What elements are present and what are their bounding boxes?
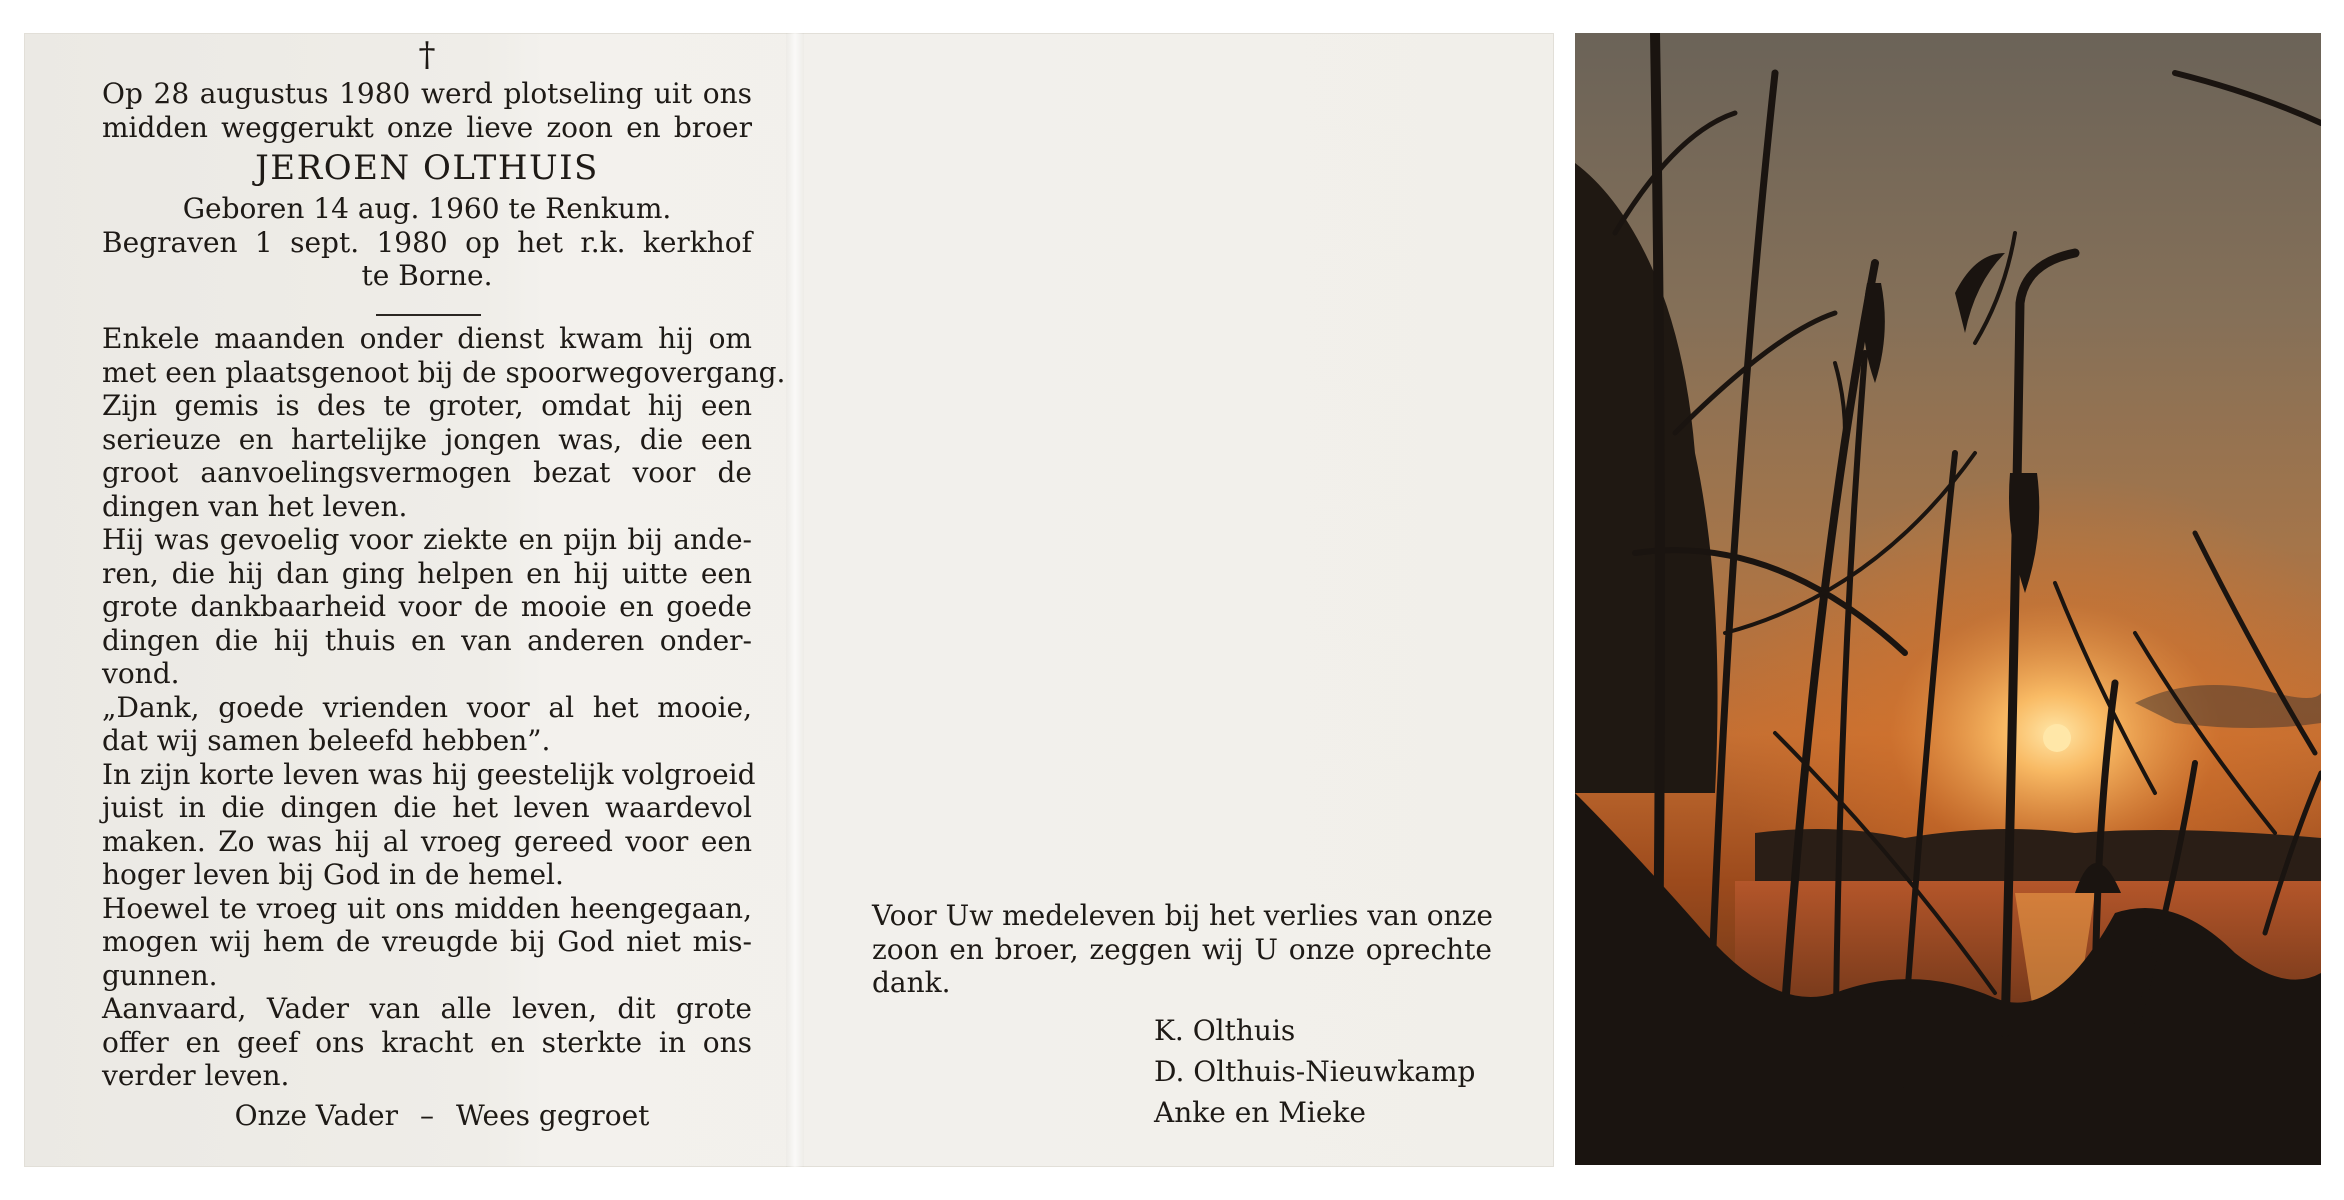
bio-line: dingen die hij thuis en van anderen onder- [102,623,752,657]
thanks-line: dank. [872,966,951,999]
card-fold [786,33,804,1167]
right-page [872,33,1492,1167]
bio-line: offer en geef ons kracht en sterkte in ons [102,1025,752,1059]
sun [2043,724,2071,752]
bio-line: hoger leven bij God in de hemel. [102,858,564,891]
biography-text [102,322,786,1093]
bio-line: In zijn korte leven was hij geestelijk volgroeid [102,757,756,791]
prayer-line [102,1099,782,1133]
bio-line: dat wij samen beleefd hebben”. [102,724,551,757]
bio-line: mogen wij hem de vreugde bij God niet mis- [102,925,752,958]
signer-name: Anke en Mieke [1154,1096,1366,1129]
bio-line: dingen van het leven. [102,489,408,523]
divider-rule [376,314,481,316]
sunset-reeds-photo [1575,33,2321,1165]
bio-line: verder leven. [102,1059,290,1092]
cross-icon: † [418,35,436,75]
intro-line: Op 28 augustus 1980 werd plotseling uit ons [102,77,752,110]
bio-line: Hoewel te vroeg uit ons midden heengegaan, [102,891,752,925]
thanks-text [872,899,1492,1000]
signer-name: D. Olthuis-Nieuwkamp [1154,1055,1476,1088]
intro-block [102,77,752,293]
intro-line: midden weggerukt onze lieve zoon en broer [102,110,752,144]
bio-line: serieuze en hartelijke jongen was, die een [102,422,752,456]
bio-line: met een plaatsgenoot bij de spoorwegovergang. [102,355,786,389]
bio-line: juist in die dingen die het leven waardevol [102,791,752,824]
bio-line: gunnen. [102,958,218,992]
photo-illustration [1575,33,2321,1165]
thanks-line: zoon en broer, zeggen wij U onze oprechte [872,932,1492,966]
prayer-hail-mary: Wees gegroet [456,1099,650,1132]
burial-place-line: te Borne. [361,259,493,292]
left-page [102,33,786,1167]
thanks-line: Voor Uw medeleven bij het verlies van onze [872,899,1493,932]
bio-line: Zijn gemis is des te groter, omdat hij een [102,389,752,422]
bio-line: vond. [102,657,180,690]
signers-list [1154,1010,1494,1133]
prayer-separator: – [420,1099,435,1132]
deceased-name: JEROEN OLTHUIS [255,148,599,188]
burial-line: Begraven 1 sept. 1980 op het r.k. kerkhof [102,225,752,259]
bio-line: Enkele maanden onder dienst kwam hij om [102,322,752,355]
memorial-card [24,33,1554,1167]
bio-line: „Dank, goede vrienden voor al het mooie, [102,690,752,724]
prayer-our-father: Onze Vader [234,1099,399,1132]
bio-line: ren, die hij dan ging helpen en hij uitte een [102,556,752,590]
signer-name: K. Olthuis [1154,1014,1296,1047]
bio-line: Aanvaard, Vader van alle leven, dit grote [102,992,752,1025]
bio-line: grote dankbaarheid voor de mooie en goede [102,590,752,623]
bio-line: maken. Zo was hij al vroeg gereed voor een [102,824,752,858]
birth-line: Geboren 14 aug. 1960 te Renkum. [182,192,672,225]
bio-line: Hij was gevoelig voor ziekte en pijn bij ande- [102,523,752,556]
bio-line: groot aanvoelingsvermogen bezat voor de [102,456,752,489]
